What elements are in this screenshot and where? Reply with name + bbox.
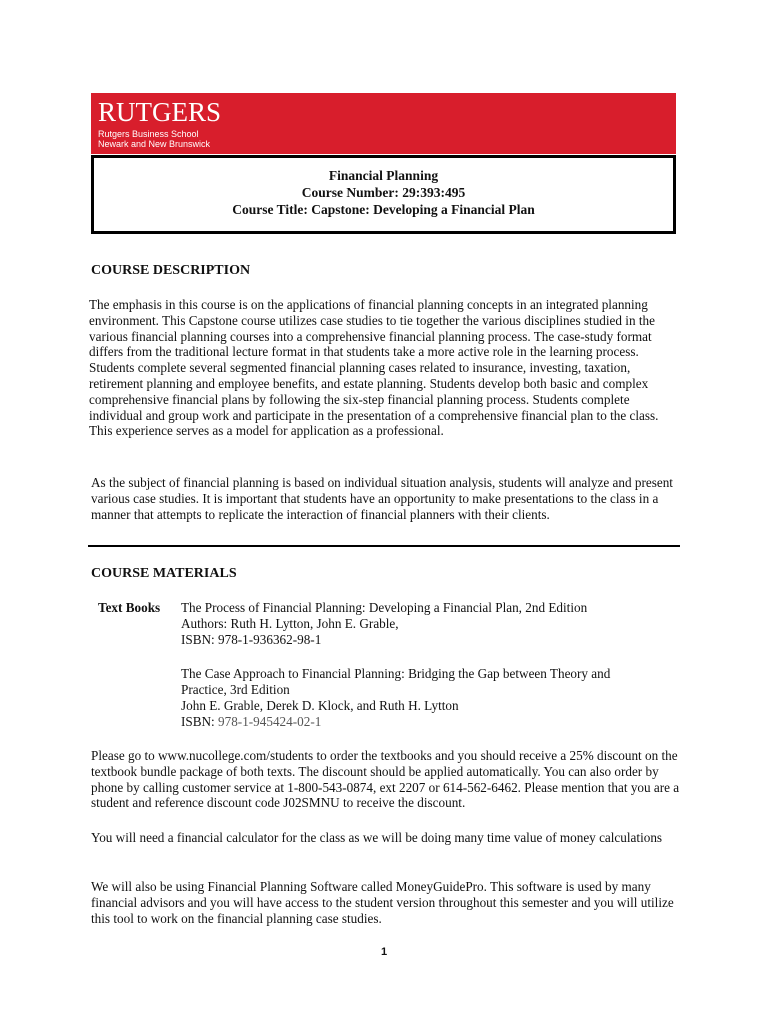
textbook-1-title: The Process of Financial Planning: Developing a Financial Plan, 2nd Edition xyxy=(181,600,588,615)
course-subject: Financial Planning xyxy=(328,168,439,183)
textbook-1 xyxy=(181,600,587,648)
page-number: 1 xyxy=(380,946,388,958)
textbook-1-authors: Authors: Ruth H. Lytton, John E. Grable, xyxy=(181,616,399,631)
course-title: Course Title: Capstone: Developing a Financial Plan xyxy=(232,202,535,217)
textbook-2-isbn-label: ISBN: xyxy=(181,714,215,729)
course-description-paragraph-1: The emphasis in this course is on the applications of financial planning concepts in an integrated planning environment. This Capstone course utilizes case studies to tie together the various disciplines studied in the various financial planning courses into a comprehensive financial planning process. The case-study format differs from the traditional lecture format in that students take a more active role in the learning process. Students complete several segmented financial planning cases related to insurance, investing, taxation, retirement planning and employee benefits, and estate planning. Students develop both basic and complex comprehensive financial plans by following the six-step financial planning process. Students complete individual and group work and participate in the presentation of a comprehensive financial plan to the class. This experience serves as a model for application as a professional. xyxy=(89,297,659,439)
rutgers-logo: RUTGERS xyxy=(98,97,222,127)
course-materials-heading: COURSE MATERIALS xyxy=(91,566,237,581)
school-name-line2: Newark and New Brunswick xyxy=(98,139,211,149)
text-books-label: Text Books xyxy=(98,600,161,615)
textbook-1-isbn: ISBN: 978-1-936362-98-1 xyxy=(181,632,322,647)
course-description-heading: COURSE DESCRIPTION xyxy=(91,263,251,278)
textbook-2-title-line1: The Case Approach to Financial Planning: Bridging the Gap between Theory and xyxy=(181,666,611,681)
textbook-2-isbn xyxy=(181,714,610,730)
course-description-paragraph-2: As the subject of financial planning is based on individual situation analysis, students will analyze and present various case studies. It is important that students have an opportunity to make presentations to the class in a manner that attempts to replicate the interaction of financial planners with their clients. xyxy=(91,475,673,522)
rutgers-banner xyxy=(91,93,676,154)
school-name-line1: Rutgers Business School xyxy=(98,129,199,139)
textbook-2 xyxy=(181,666,610,730)
order-textbooks-paragraph: Please go to www.nucollege.com/students to order the textbooks and you should receive a 25% discount on the textbook bundle package of both texts. The discount should be applied automatically. You can also order by phone by calling customer service at 1-800-543-0874, ext 2207 or 614-562-6462. Please mention that you are a student and reference discount code J02SMNU to receive the discount. xyxy=(91,748,680,811)
software-paragraph: We will also be using Financial Planning Software called MoneyGuidePro. This software is used by many financial advisors and you will have access to the student version throughout this semester and you will utilize this tool to work on the financial planning case studies. xyxy=(91,879,674,926)
course-title-box xyxy=(91,155,676,234)
textbook-2-isbn-value: 978-1-945424-02-1 xyxy=(218,714,322,729)
financial-calculator-paragraph: You will need a financial calculator for the class as we will be doing many time value of money calculations xyxy=(91,830,663,845)
course-number: Course Number: 29:393:495 xyxy=(301,185,466,200)
section-divider xyxy=(88,545,680,547)
textbook-2-authors: John E. Grable, Derek D. Klock, and Ruth H. Lytton xyxy=(181,698,459,713)
textbook-2-title-line2: Practice, 3rd Edition xyxy=(181,682,290,697)
